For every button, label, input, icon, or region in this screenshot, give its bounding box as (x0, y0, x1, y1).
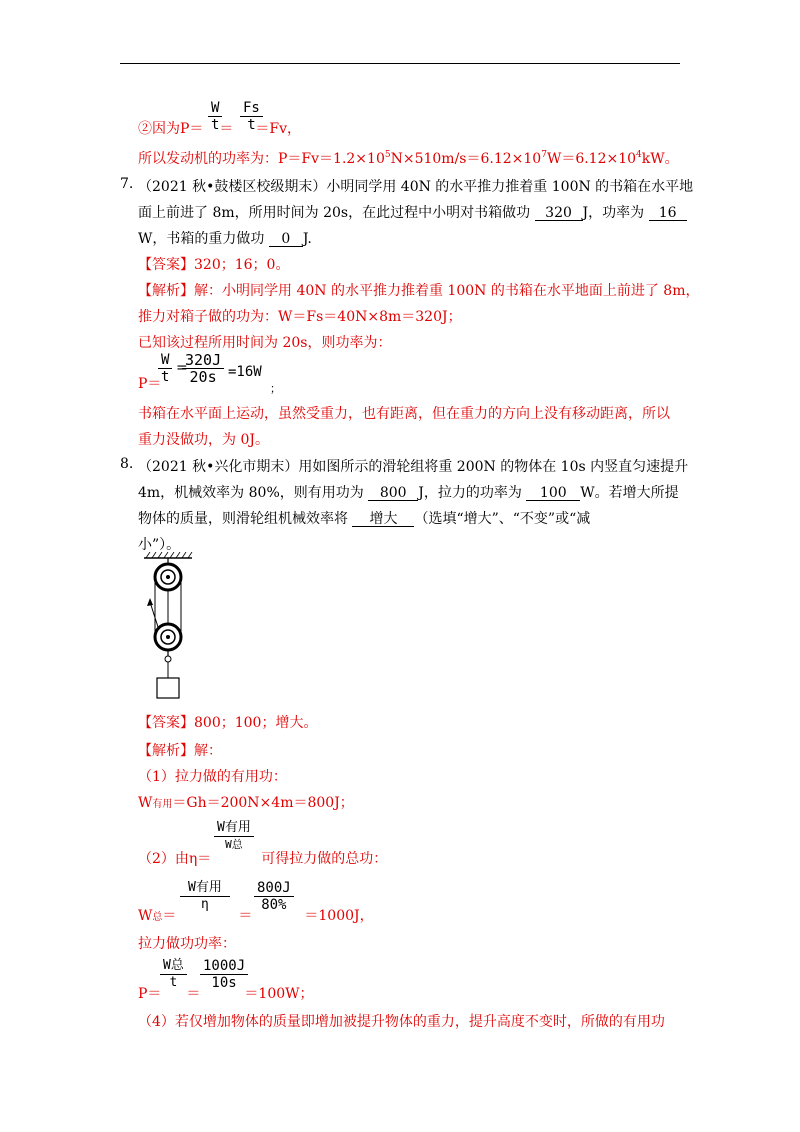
formula-result: ＝100W； (244, 986, 314, 1002)
equals-sign: ＝ (162, 908, 177, 924)
fraction-numerator: 1000J (200, 958, 248, 975)
fraction-numerator: W (208, 100, 222, 117)
question-7-line3 (138, 228, 312, 248)
answer-blank-work: 320 (535, 206, 583, 221)
question-8-line3 (138, 508, 590, 528)
fraction-numerator: 320J (182, 352, 224, 369)
exponent: 4 (636, 150, 642, 160)
question-8-line4: 小”）。 (138, 537, 181, 553)
fraction-denominator: 20s (189, 368, 217, 386)
step-2 (138, 848, 387, 868)
fraction-denominator: t (211, 117, 220, 133)
ceiling-support (144, 552, 192, 564)
exponent: 5 (384, 150, 391, 160)
question-7-number: 7. (120, 176, 134, 192)
answer-blank-efficiency: 增大 (352, 512, 414, 527)
analysis-text: 解：小明同学用 40N 的水平推力推着重 100N 的书箱在水平地面上前进了 8m， (194, 283, 700, 299)
useful-work-line (138, 792, 354, 812)
derivation-suffix: ＝Fv， (255, 121, 302, 137)
step-4: （4）若仅增加物体的质量即增加被提升物体的重力，提升高度不变时，所做的有用功 (138, 1014, 665, 1030)
symbol-w: W (138, 908, 153, 924)
power-result: =16W (228, 364, 262, 380)
engine-power-line (138, 148, 679, 168)
fraction-denominator: η (201, 897, 209, 912)
derivation-prefix: ②因为P＝ (138, 121, 204, 137)
question-text: J，功率为 (582, 205, 645, 221)
movable-pulley (155, 624, 181, 678)
question-7-analysis-line1 (138, 280, 699, 300)
question-7-analysis-line2: 推力对箱子做的功为：W＝Fs＝40N×8m＝320J； (138, 309, 462, 325)
step-3: 拉力做功功率： (138, 936, 236, 952)
pulley-system-diagram (140, 552, 200, 702)
formula-result: ＝1000J， (304, 908, 374, 924)
question-text: W，书箱的重力做功 (138, 231, 265, 247)
question-7-line2 (138, 202, 687, 222)
answer-blank-power: 100 (526, 486, 580, 501)
formula-text: （2）由η＝ (138, 851, 212, 867)
power-text: kW。 (641, 151, 679, 167)
question-text: W。若增大所提 (580, 485, 679, 501)
power-result-line (138, 983, 314, 1003)
equals-sign: ＝ (238, 908, 253, 924)
question-7-analysis-line4: 书箱在水平面上运动，虽然受重力，也有距离，但在重力的方向上没有移动距离，所以 (138, 406, 670, 422)
question-8-line2 (138, 482, 679, 502)
header-rule (120, 63, 680, 64)
fraction-denominator: t (169, 975, 178, 990)
question-7-analysis-line3: 已知该过程所用时间为 20s，则功率为： (138, 335, 392, 351)
semicolon: ； (270, 382, 281, 395)
fraction-numerator: W总 (160, 958, 187, 975)
analysis-text: 解： (194, 743, 222, 759)
formula-text: 可得拉力做的总功： (261, 851, 388, 867)
answer-blank-useful-work: 800 (368, 486, 418, 501)
equals-label: = (176, 360, 188, 376)
question-text: 面上前进了 8m，所用时间为 20s，在此过程中小明对书箱做功 (138, 205, 531, 221)
analysis-label: 【解析】 (138, 743, 194, 759)
power-label: P＝ (138, 376, 162, 392)
answer-blank-gravity-work: 0 (269, 232, 303, 247)
fraction-denominator: W总 (225, 838, 243, 851)
question-7-line1: （2021 秋•鼓楼区校级期末）小明同学用 40N 的水平推力推着重 100N 的书箱在水平地 (138, 179, 694, 195)
power-text: W＝6.12×10 (546, 151, 637, 167)
question-8-analysis-intro (138, 740, 222, 760)
analysis-label: 【解析】 (138, 283, 194, 299)
power-label: P＝ (138, 986, 162, 1002)
question-7-answer: 【答案】320；16；0。 (138, 257, 290, 273)
subscript: 有用 (152, 799, 173, 810)
question-text: J，拉力的功率为 (418, 485, 522, 501)
question-text: 物体的质量，则滑轮组机械效率将 (138, 511, 348, 527)
symbol-w: W (138, 795, 153, 811)
question-8-number: 8. (120, 456, 134, 472)
power-text: 所以发动机的功率为：P＝Fv＝1.2×10 (138, 151, 385, 167)
exponent: 7 (541, 150, 547, 160)
fraction-numerator: 800J (254, 880, 294, 897)
question-text: 4m，机械效率为 80%，则有用功为 (138, 485, 364, 501)
question-text: （选填“增大”、“不变”或“减 (414, 511, 591, 527)
total-work-line (138, 905, 374, 925)
fraction-numerator: W有用 (180, 880, 230, 897)
fixed-pulley (155, 564, 181, 590)
fraction-denominator: 80% (261, 897, 287, 913)
fraction-denominator: t (161, 369, 170, 385)
fraction-denominator: t (247, 117, 256, 133)
formula-text: ＝Gh＝200N×4m＝800J； (172, 795, 354, 811)
fraction-denominator: 10s (211, 975, 237, 991)
question-7-analysis-line5: 重力没做功，为 0J。 (138, 432, 269, 448)
step-1: （1）拉力做的有用功： (138, 769, 287, 785)
fraction-320j-over-20s (182, 352, 224, 385)
power-text: N×510m/s＝6.12×10 (390, 151, 542, 167)
question-8-line1: （2021 秋•兴化市期末）用如图所示的滑轮组将重 200N 的物体在 10s 内竖直匀速提升 (138, 459, 689, 475)
fraction-numerator: Fs (240, 100, 263, 117)
power-derivation-line (138, 118, 301, 138)
load-block (157, 678, 179, 698)
equals-sign: ＝ (186, 986, 201, 1002)
fraction-numerator: W有用 (214, 820, 254, 837)
answer-blank-power: 16 (649, 206, 687, 221)
question-8-answer: 【答案】800；100；增大。 (138, 715, 318, 731)
equals-sign: ＝ (219, 121, 234, 137)
subscript: 总 (152, 912, 163, 923)
question-text: J. (302, 231, 312, 247)
fraction-numerator: W (158, 352, 172, 369)
